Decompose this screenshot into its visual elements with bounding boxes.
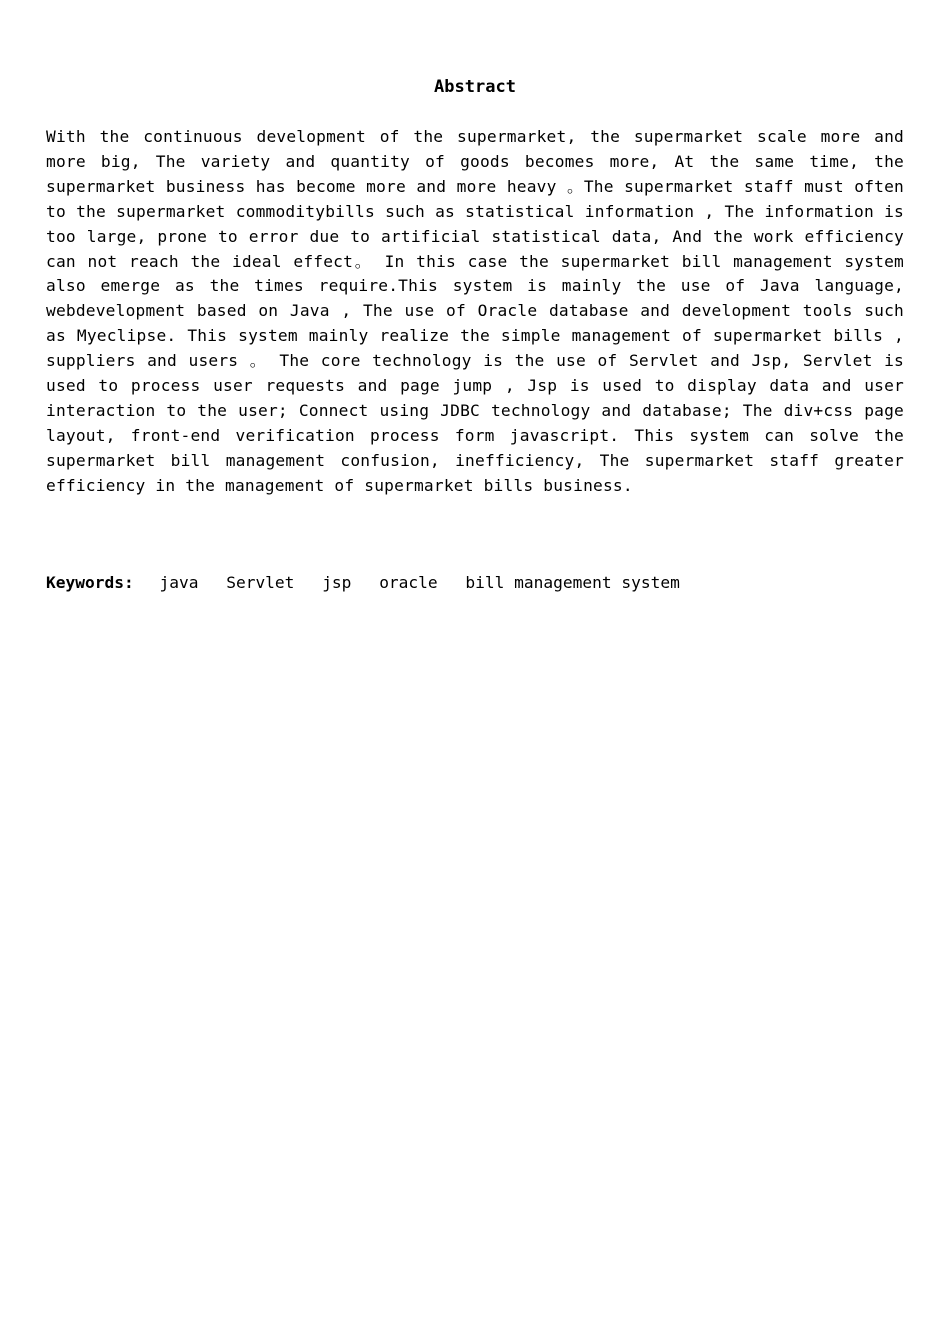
keyword: bill management system: [465, 573, 680, 592]
keyword: Servlet: [226, 573, 295, 592]
keyword: java: [159, 573, 199, 592]
abstract-body: With the continuous development of the supermarket, the supermarket scale more and more big, The variety and quantity of goods becomes more, At the same time, the supermarket business has become more and more heavy 。The supermarket staff must often to the supermarket commoditybills such as statistical information , The information is too large, prone to error due to artificial statistical data, And the work efficiency can not reach the ideal effect。 In this case the supermarket bill management system also emerge as the times require.This system is mainly the use of Java language, webdevelopment based on Java , The use of Oracle database and development tools such as Myeclipse. This system mainly realize the simple management of supermarket bills , suppliers and users 。 The core technology is the use of Servlet and Jsp, Servlet is used to process user requests and page jump , Jsp is used to display data and user interaction to the user; Connect using JDBC technology and database; The div+css page layout, front-end verification process form javascript. This system can solve the supermarket bill management confusion, inefficiency, The supermarket staff greater efficiency in the management of supermarket bills business.: [46, 127, 904, 495]
keywords-label: Keywords:: [46, 573, 134, 592]
keyword: oracle: [379, 573, 438, 592]
keyword: jsp: [322, 573, 352, 592]
keywords-line: [46, 571, 904, 595]
abstract-title: Abstract: [434, 77, 516, 97]
